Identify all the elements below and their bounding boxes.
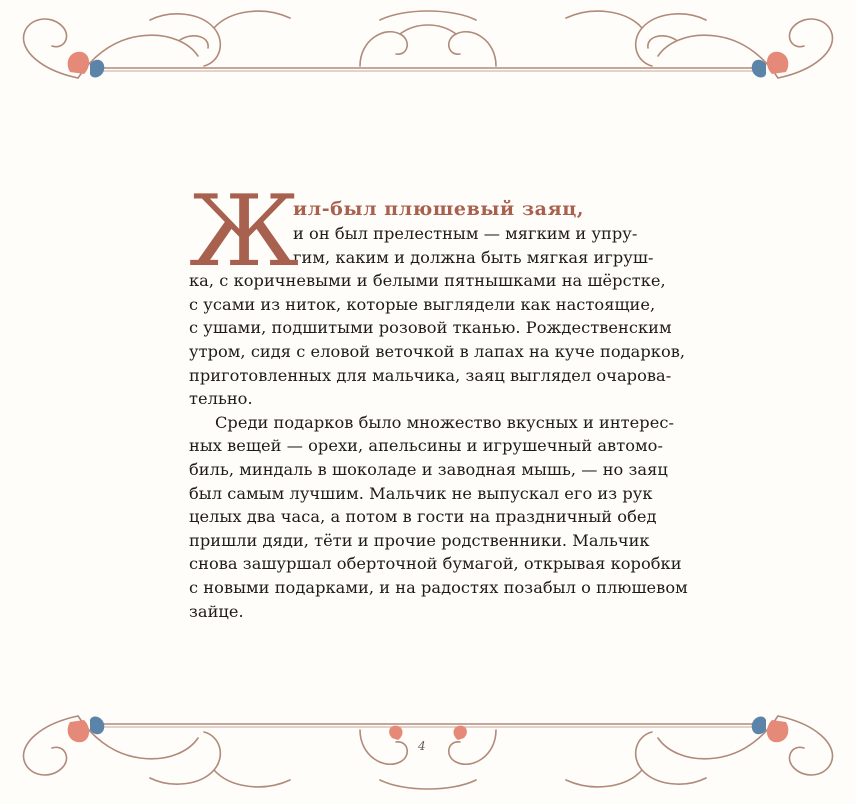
drop-cap: Ж bbox=[189, 175, 300, 289]
text-line: ных вещей — орехи, апельсины и игрушечный автомо- bbox=[189, 436, 663, 456]
text-line: гим, каким и должна быть мягкая игруш- bbox=[293, 247, 654, 267]
text-line: Среди подарков было множество вкусных и интерес- bbox=[215, 412, 674, 432]
text-line: пришли дяди, тёти и прочие родственники. Мальчик bbox=[189, 530, 650, 550]
story-heading: ил-был плюшевый заяц, bbox=[293, 198, 585, 220]
text-line: биль, миндаль в шоколаде и заводная мышь, — но заяц bbox=[189, 459, 668, 479]
text-line: тельно. bbox=[189, 389, 253, 409]
top-left-leaf-accent bbox=[68, 52, 105, 78]
bottom-ornament bbox=[0, 694, 856, 804]
text-line: ка, с коричневыми и белыми пятнышками на шёрстке, bbox=[189, 271, 666, 291]
text-line: был самым лучшим. Мальчик не выпускал его из рук bbox=[189, 483, 653, 503]
text-line: с усами из ниток, которые выглядели как настоящие, bbox=[189, 294, 656, 314]
top-ornament bbox=[0, 0, 856, 110]
text-line: снова зашуршал оберточной бумагой, открывая коробки bbox=[189, 554, 682, 574]
text-line: утром, сидя с еловой веточкой в лапах на куче подарков, bbox=[189, 341, 686, 361]
bottom-right-leaf-accent bbox=[752, 717, 789, 743]
text-line: приготовленных для мальчика, заяц выглядел очарова- bbox=[189, 365, 672, 385]
bottom-center-leaf-accent bbox=[389, 726, 467, 740]
story-text bbox=[189, 175, 688, 623]
top-right-leaf-accent bbox=[752, 52, 789, 78]
text-line: зайце. bbox=[189, 601, 244, 621]
text-line: с ушами, подшитыми розовой тканью. Рождественским bbox=[189, 318, 672, 338]
text-line: и он был прелестным — мягким и упру- bbox=[293, 224, 638, 243]
page-number: 4 bbox=[418, 739, 426, 753]
bottom-left-leaf-accent bbox=[68, 717, 105, 743]
text-line: целых два часа, а потом в гости на праздничный обед bbox=[189, 507, 657, 527]
text-line: с новыми подарками, и на радостях позабыл о плюшевом bbox=[189, 577, 688, 597]
